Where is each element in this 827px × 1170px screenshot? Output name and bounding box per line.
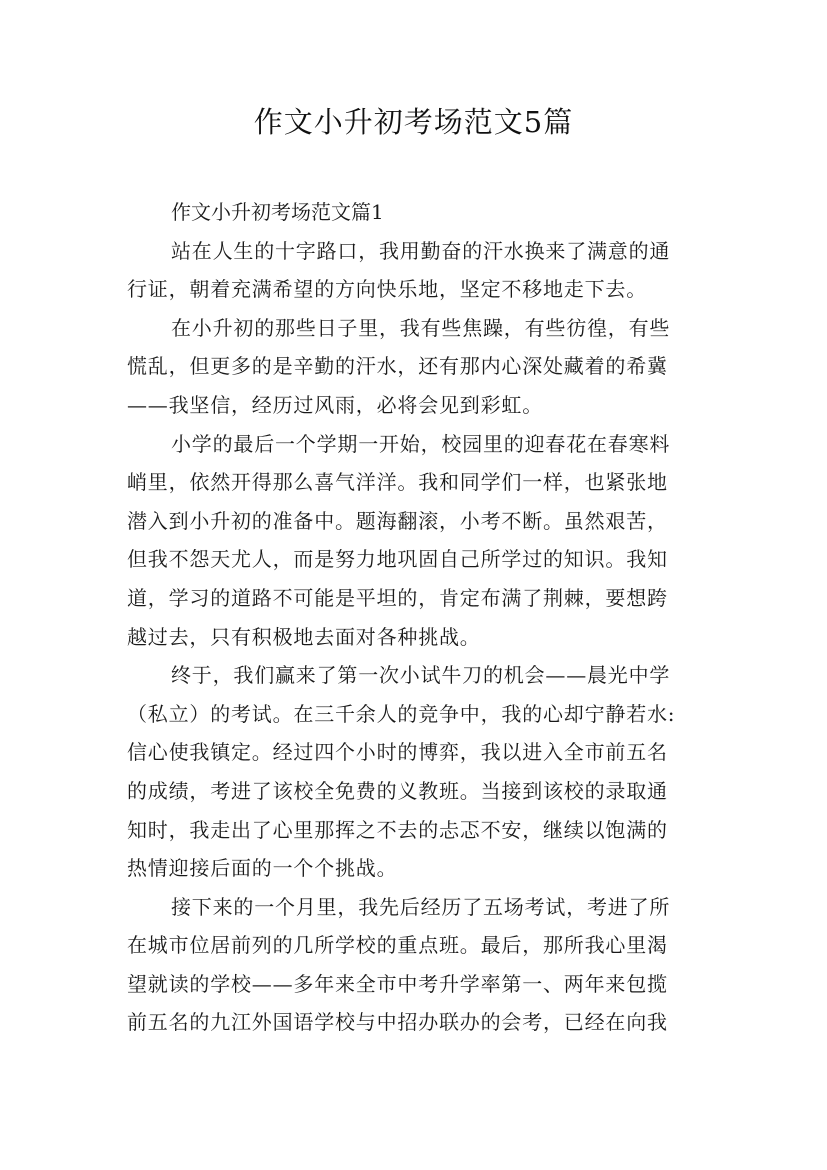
- section-heading: 作文小升初考场范文篇1: [171, 200, 384, 224]
- text-line: 潜入到小升初的准备中。题海翻滚，小考不断。虽然艰苦，: [127, 508, 668, 533]
- text-line: 接下来的一个月里，我先后经历了五场考试，考进了所: [171, 894, 671, 919]
- text-line: 望就读的学校——多年来全市中考升学率第一、两年来包揽: [127, 971, 668, 996]
- text-line: 小学的最后一个学期一开始，校园里的迎春花在春寒料: [171, 431, 671, 456]
- text-line: 站在人生的十字路口，我用勤奋的汗水换来了满意的通: [171, 238, 671, 263]
- text-line: 终于，我们赢来了第一次小试牛刀的机会——晨光中学: [171, 663, 671, 688]
- text-line: 道，学习的道路不可能是平坦的，肯定布满了荆棘，要想跨: [127, 585, 668, 610]
- text-line: 但我不怨天尤人，而是努力地巩固自己所学过的知识。我知: [127, 547, 668, 572]
- text-line: 峭里，依然开得那么喜气洋洋。我和同学们一样，也紧张地: [127, 470, 668, 495]
- text-line: 知时，我走出了心里那挥之不去的忐忑不安，继续以饱满的: [127, 817, 668, 842]
- text-line: 信心使我镇定。经过四个小时的博弈，我以进入全市前五名: [127, 740, 668, 765]
- document-body: [127, 193, 703, 1042]
- text-line: ——我坚信，经历过风雨，必将会见到彩虹。: [127, 392, 543, 417]
- text-line: 前五名的九江外国语学校与中招办联办的会考，已经在向我: [127, 1010, 668, 1035]
- text-line: 在城市位居前列的几所学校的重点班。最后，那所我心里渴: [127, 933, 668, 958]
- document-title: 作文小升初考场范文5篇: [253, 105, 574, 139]
- text-line: 在小升初的那些日子里，我有些焦躁，有些彷徨，有些: [171, 315, 671, 340]
- text-line: 越过去，只有积极地去面对各种挑战。: [127, 624, 481, 649]
- text-line: 行证，朝着充满希望的方向快乐地，坚定不移地走下去。: [127, 277, 647, 302]
- paragraph-4: [127, 656, 703, 888]
- paragraph-2: [127, 309, 703, 425]
- text-line: 慌乱，但更多的是辛勤的汗水，还有那内心深处藏着的希冀: [127, 354, 668, 379]
- text-line: 的成绩，考进了该校全免费的义教班。当接到该校的录取通: [127, 778, 668, 803]
- paragraph-5: [127, 888, 703, 1042]
- paragraph-1: [127, 232, 703, 309]
- text-line: 热情迎接后面的一个个挑战。: [127, 856, 398, 881]
- text-line: （私立）的考试。在三千余人的竞争中，我的心却宁静若水:: [127, 701, 676, 726]
- paragraph-3: [127, 425, 703, 657]
